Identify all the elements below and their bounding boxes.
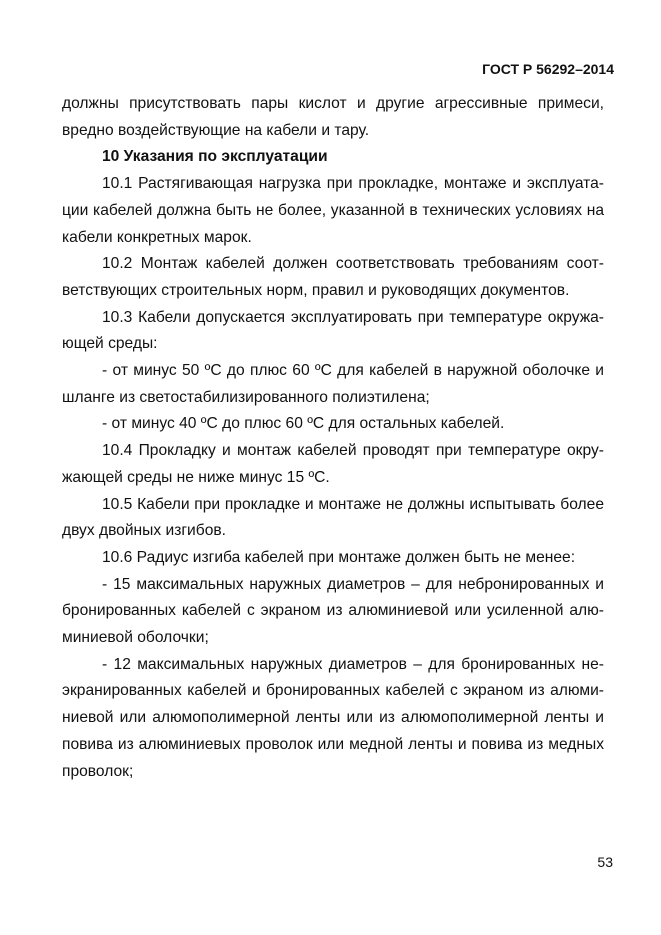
section-heading: 10 Указания по эксплуатации [102,148,328,166]
page-number: 53 [597,854,613,870]
text-line: 10.5 Кабели при прокладке и монтаже не должны испытывать более [102,495,604,513]
text-line: ции кабелей должна быть не более, указанной в технических условиях на [62,201,604,219]
text-line: ветствующих строительных норм, правил и руководящих документов. [62,281,570,299]
text-line: 10.6 Радиус изгиба кабелей при монтаже должен быть не менее: [102,548,576,566]
document-header: ГОСТ Р 56292–2014 [482,61,614,77]
text-line: вредно воздействующие на кабели и тару. [62,121,370,139]
text-line: жающей среды не ниже минус 15 ºС. [62,468,330,486]
text-line: 10.2 Монтаж кабелей должен соответствовать требованиям соот- [102,255,604,273]
text-line: двух двойных изгибов. [62,522,226,540]
text-line: экранированных кабелей и бронированных кабелей с экраном из алюми- [62,682,604,700]
text-line: повива из алюминиевых проволок или медной ленты и повива из медных [62,735,604,753]
text-line: ющей среды: [62,335,158,353]
text-line: бронированных кабелей с экраном из алюминиевой или усиленной алю- [62,602,604,620]
text-line: - 15 максимальных наружных диаметров – для небронированных и [102,575,604,593]
text-line: 10.3 Кабели допускается эксплуатировать при температуре окружа- [102,308,604,326]
text-line: миниевой оболочки; [62,629,209,646]
text-line: - от минус 50 ºС до плюс 60 ºС для кабелей в наружной оболочке и [102,362,604,379]
text-line: должны присутствовать пары кислот и другие агрессивные примеси, [62,95,604,112]
text-line: ниевой или алюмополимерной ленты или из алюмополимерной ленты и [62,709,604,727]
text-line: - от минус 40 ºС до плюс 60 ºС для остальных кабелей. [102,415,505,433]
text-line: кабели конкретных марок. [62,228,252,246]
text-line: 10.4 Прокладку и монтаж кабелей проводят при температуре окру- [102,442,604,460]
text-line: - 12 максимальных наружных диаметров – для бронированных не- [102,655,604,673]
text-line: шланге из светостабилизированного полиэтилена; [62,388,430,406]
text-line: проволок; [62,762,134,780]
text-line: 10.1 Растягивающая нагрузка при прокладке, монтаже и эксплуата- [102,175,604,193]
